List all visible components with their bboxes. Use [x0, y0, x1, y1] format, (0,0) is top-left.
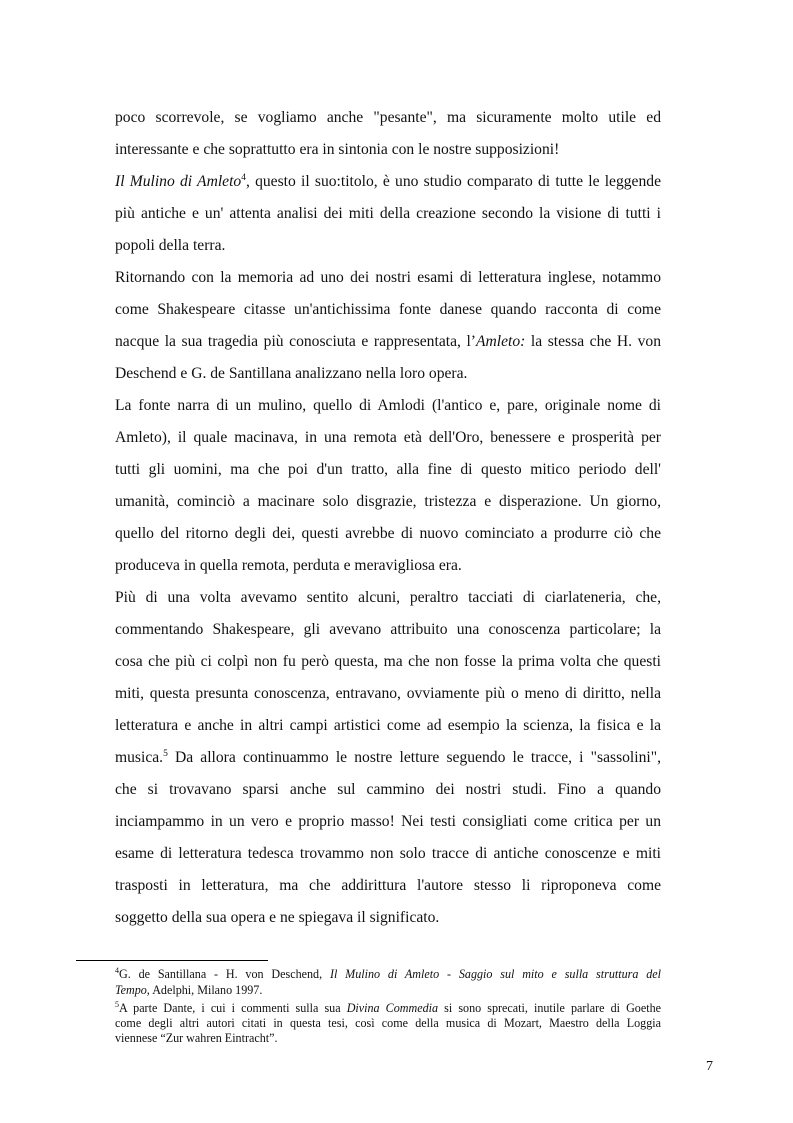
body-text: musica. [115, 749, 164, 766]
body-line: Deschend e G. de Santillana analizzano nella loro opera. [115, 365, 468, 382]
body-line: Più di una volta avevamo sentito alcuni, peraltro tacciati di ciarlateneria, che, [115, 589, 661, 606]
body-line: La fonte narra di un mulino, quello di Amlodi (l'antico e, pare, originale nome di [115, 397, 661, 414]
body-line: Ritornando con la memoria ad uno dei nostri esami di letteratura inglese, notammo [115, 269, 661, 286]
body-line: commentando Shakespeare, gli avevano attribuito una conoscenza particolare; la [115, 621, 661, 638]
body-text: la stessa che H. von [525, 333, 661, 350]
body-line: miti, questa presunta conoscenza, entravano, ovviamente più o meno di diritto, nella [115, 685, 661, 702]
body-line: tutti gli uomini, ma che poi d'un tratto, alla fine di questo mitico periodo dell' [115, 461, 661, 478]
body-line: poco scorrevole, se vogliamo anche "pesante", ma sicuramente molto utile ed [115, 109, 661, 126]
footnote-5-cont: viennese “Zur wahren Eintracht”. [115, 1031, 278, 1045]
body-line: quello del ritorno degli dei, questi avrebbe di nuovo cominciato a produrre ciò che [115, 525, 661, 542]
page-number: 7 [706, 1059, 713, 1074]
body-line: cosa che più ci colpì non fu però questa, ma che non fosse la prima volta che questi [115, 653, 661, 670]
body-line: trasposti in letteratura, ma che addirittura l'autore stesso li riproponeva come [115, 877, 661, 894]
body-line: letteratura e anche in altri campi artistici come ad esempio la scienza, la fisica e la [115, 717, 661, 734]
footnote-ref[interactable]: 5 [163, 749, 168, 759]
body-line: inciampammo in un vero e proprio masso! Nei testi consigliati come critica per un [115, 813, 661, 830]
footnote-text: si sono sprecati, inutile parlare di Goethe [438, 1001, 661, 1015]
body-text: Da allora continuammo le nostre letture seguendo le tracce, i "sassolini", [167, 749, 661, 766]
body-line [115, 332, 661, 352]
footnote-ref[interactable]: 4 [241, 173, 246, 183]
footnote-marker: 4 [115, 966, 119, 975]
footnote-separator [76, 960, 268, 961]
body-line [115, 748, 661, 768]
body-line: umanità, cominciò a macinare solo disgrazie, tristezza e disperazione. Un giorno, [115, 493, 661, 510]
footnote-text: A parte Dante, i cui i commenti sulla sua [119, 1001, 347, 1015]
body-line: Amleto), il quale macinava, in una remota età dell'Oro, benessere e prosperità per [115, 429, 661, 446]
footnote-text: Adelphi, Milano 1997. [149, 983, 263, 997]
footnote-4-cont [115, 983, 661, 998]
body-text: nacque la sua tragedia più conosciuta e rappresentata, l’ [115, 333, 476, 350]
body-line: interessante e che soprattutto era in sintonia con le nostre supposizioni! [115, 141, 560, 158]
body-line: più antiche e un' attenta analisi dei miti della creazione secondo la visione di tutti i [115, 205, 661, 222]
body-line: popoli della terra. [115, 237, 226, 254]
footnote-text: G. de Santillana - H. von Deschend, [119, 967, 330, 981]
body-line: esame di letteratura tedesca trovammo non solo tracce di antiche conoscenze e miti [115, 845, 661, 862]
body-line: soggetto della sua opera e ne spiegava il significato. [115, 909, 440, 926]
book-title: Il Mulino di Amleto [115, 173, 242, 190]
play-title: Amleto: [475, 333, 526, 350]
body-text: , questo il suo:titolo, è uno studio comparato di tutte le leggende [245, 173, 661, 190]
body-line: produceva in quella remota, perduta e meravigliosa era. [115, 557, 462, 574]
footnote-5 [115, 1001, 661, 1016]
footnote-4 [115, 967, 661, 982]
body-line [115, 172, 661, 192]
body-line: come Shakespeare citasse un'antichissima fonte danese quando racconta di come [115, 301, 661, 318]
footnote-italic: Il Mulino di Amleto - Saggio sul mito e sulla struttura del [329, 967, 661, 981]
body-line: che si trovavano sparsi anche sul cammino dei nostri studi. Fino a quando [115, 781, 661, 798]
footnote-5-cont: come degli altri autori citati in questa tesi, così come della musica di Mozart, Maestro della Loggia [115, 1016, 661, 1030]
footnote-marker: 5 [115, 1000, 119, 1009]
footnote-italic: Divina Commedia [346, 1001, 439, 1015]
footnote-italic: Tempo, [115, 983, 150, 997]
